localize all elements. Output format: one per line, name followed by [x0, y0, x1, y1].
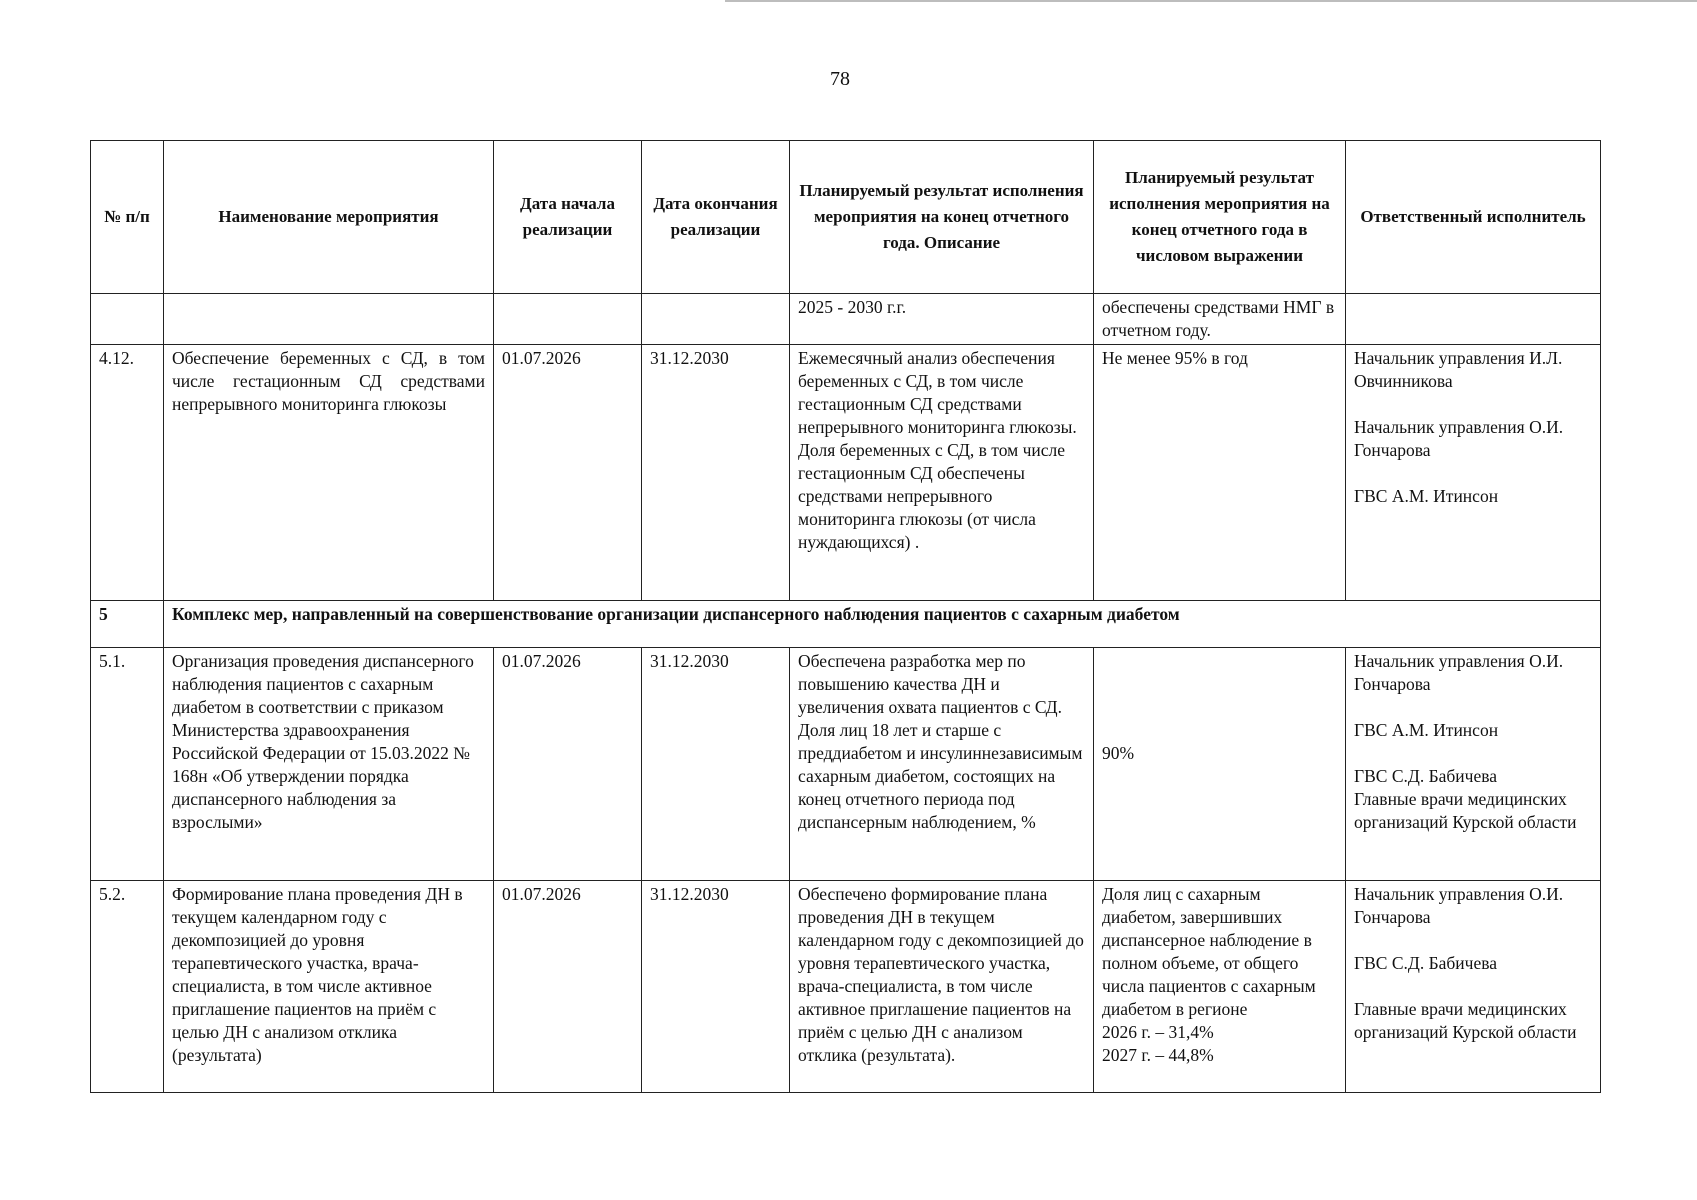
- cell-name: [164, 294, 494, 345]
- cell-start-date: 01.07.2026: [494, 881, 642, 1093]
- table-header-row: [91, 141, 1601, 294]
- cell-result-numeric: Не менее 95% в год: [1094, 345, 1346, 601]
- header-name: Наименование мероприятия: [164, 141, 494, 294]
- responsible-person: ГВС А.М. Итинсон: [1354, 486, 1499, 506]
- cell-num: 4.12.: [91, 345, 164, 601]
- table-row: [91, 881, 1601, 1093]
- result-text: Доля лиц с сахарным диабетом, завершивших диспансерное наблюдение в полном объеме, от общего числа пациентов с сахарным диабетом в регионе: [1102, 884, 1316, 1019]
- cell-responsible: [1346, 294, 1601, 345]
- responsible-person: Начальник управления О.И. Гончарова: [1354, 417, 1564, 460]
- cell-num: 5.1.: [91, 648, 164, 881]
- responsible-person: Начальник управления О.И. Гончарова: [1354, 884, 1564, 927]
- cell-result-description: Ежемесячный анализ обеспечения беременных с СД, в том числе гестационным СД средствами непрерывного мониторинга глюкозы. Доля беременных с СД, в том числе гестационным СД обеспечены средствами непрерывного мониторинга глюкозы (от числа нуждающихся) .: [790, 345, 1094, 601]
- cell-result-description: 2025 - 2030 г.г.: [790, 294, 1094, 345]
- cell-name: Формирование плана проведения ДН в текущем календарном году с декомпозицией до уровня терапевтического участка, врача-специалиста, в том числе активное приглашение пациентов на приём с целью ДН с анализом отклика (результата): [164, 881, 494, 1093]
- table-row: [91, 648, 1601, 881]
- responsible-person: ГВС С.Д. Бабичева: [1354, 953, 1498, 973]
- header-num: № п/п: [91, 141, 164, 294]
- responsible-person: Главные врачи медицинских организаций Курской области: [1354, 789, 1577, 832]
- responsible-person: ГВС А.М. Итинсон: [1354, 720, 1499, 740]
- header-responsible: Ответственный исполнитель: [1346, 141, 1601, 294]
- table-row: [91, 294, 1601, 345]
- cell-result-description: Обеспечена разработка мер по повышению качества ДН и увеличения охвата пациентов с СД. Доля лиц 18 лет и старше с преддиабетом и инсулиннезависимым сахарным диабетом, состоящих на конец отчетного периода под диспансерным наблюдением, %: [790, 648, 1094, 881]
- header-result-numeric: Планируемый результат исполнения мероприятия на конец отчетного года в числовом выражении: [1094, 141, 1346, 294]
- responsible-person: Главные врачи медицинских организаций Курской области: [1354, 999, 1577, 1042]
- cell-result-numeric: обеспечены средствами НМГ в отчетном году.: [1094, 294, 1346, 345]
- header-start-date: Дата начала реализации: [494, 141, 642, 294]
- cell-responsible: [1346, 881, 1601, 1093]
- cell-start-date: [494, 294, 642, 345]
- plan-table: [90, 140, 1601, 1093]
- cell-end-date: 31.12.2030: [642, 345, 790, 601]
- table-row: [91, 345, 1601, 601]
- cell-end-date: [642, 294, 790, 345]
- cell-result-numeric: 90%: [1094, 648, 1346, 881]
- cell-name: Организация проведения диспансерного наблюдения пациентов с сахарным диабетом в соответствии с приказом Министерства здравоохранения Российской Федерации от 15.03.2022 № 168н «Об утверждении порядка диспансерного наблюдения за взрослыми»: [164, 648, 494, 881]
- cell-start-date: 01.07.2026: [494, 345, 642, 601]
- section-row: [91, 601, 1601, 648]
- responsible-person: ГВС С.Д. Бабичева: [1354, 766, 1498, 786]
- cell-end-date: 31.12.2030: [642, 648, 790, 881]
- cell-num: 5.2.: [91, 881, 164, 1093]
- cell-end-date: 31.12.2030: [642, 881, 790, 1093]
- responsible-person: Начальник управления И.Л. Овчинникова: [1354, 348, 1563, 391]
- header-result-description: Планируемый результат исполнения мероприятия на конец отчетного года. Описание: [790, 141, 1094, 294]
- header-end-date: Дата окончания реализации: [642, 141, 790, 294]
- responsible-person: Начальник управления О.И. Гончарова: [1354, 651, 1564, 694]
- cell-num: [91, 294, 164, 345]
- cell-responsible: [1346, 345, 1601, 601]
- cell-result-description: Обеспечено формирование плана проведения ДН в текущем календарном году с декомпозицией до уровня терапевтического участка, врача-специалиста, в том числе активное приглашение пациентов на приём с целью ДН с анализом отклика (результата).: [790, 881, 1094, 1093]
- result-value: 2027 г. – 44,8%: [1102, 1045, 1214, 1065]
- cell-result-numeric: [1094, 881, 1346, 1093]
- cell-responsible: [1346, 648, 1601, 881]
- section-num: 5: [91, 601, 164, 648]
- cell-name: Обеспечение беременных с СД, в том числе гестационным СД средствами непрерывного мониторинга глюкозы: [164, 345, 494, 601]
- cell-start-date: 01.07.2026: [494, 648, 642, 881]
- page-top-border: [725, 0, 1697, 2]
- page-number: 78: [830, 68, 850, 90]
- result-value: 2026 г. – 31,4%: [1102, 1022, 1214, 1042]
- section-title: Комплекс мер, направленный на совершенствование организации диспансерного наблюдения пациентов с сахарным диабетом: [164, 601, 1601, 648]
